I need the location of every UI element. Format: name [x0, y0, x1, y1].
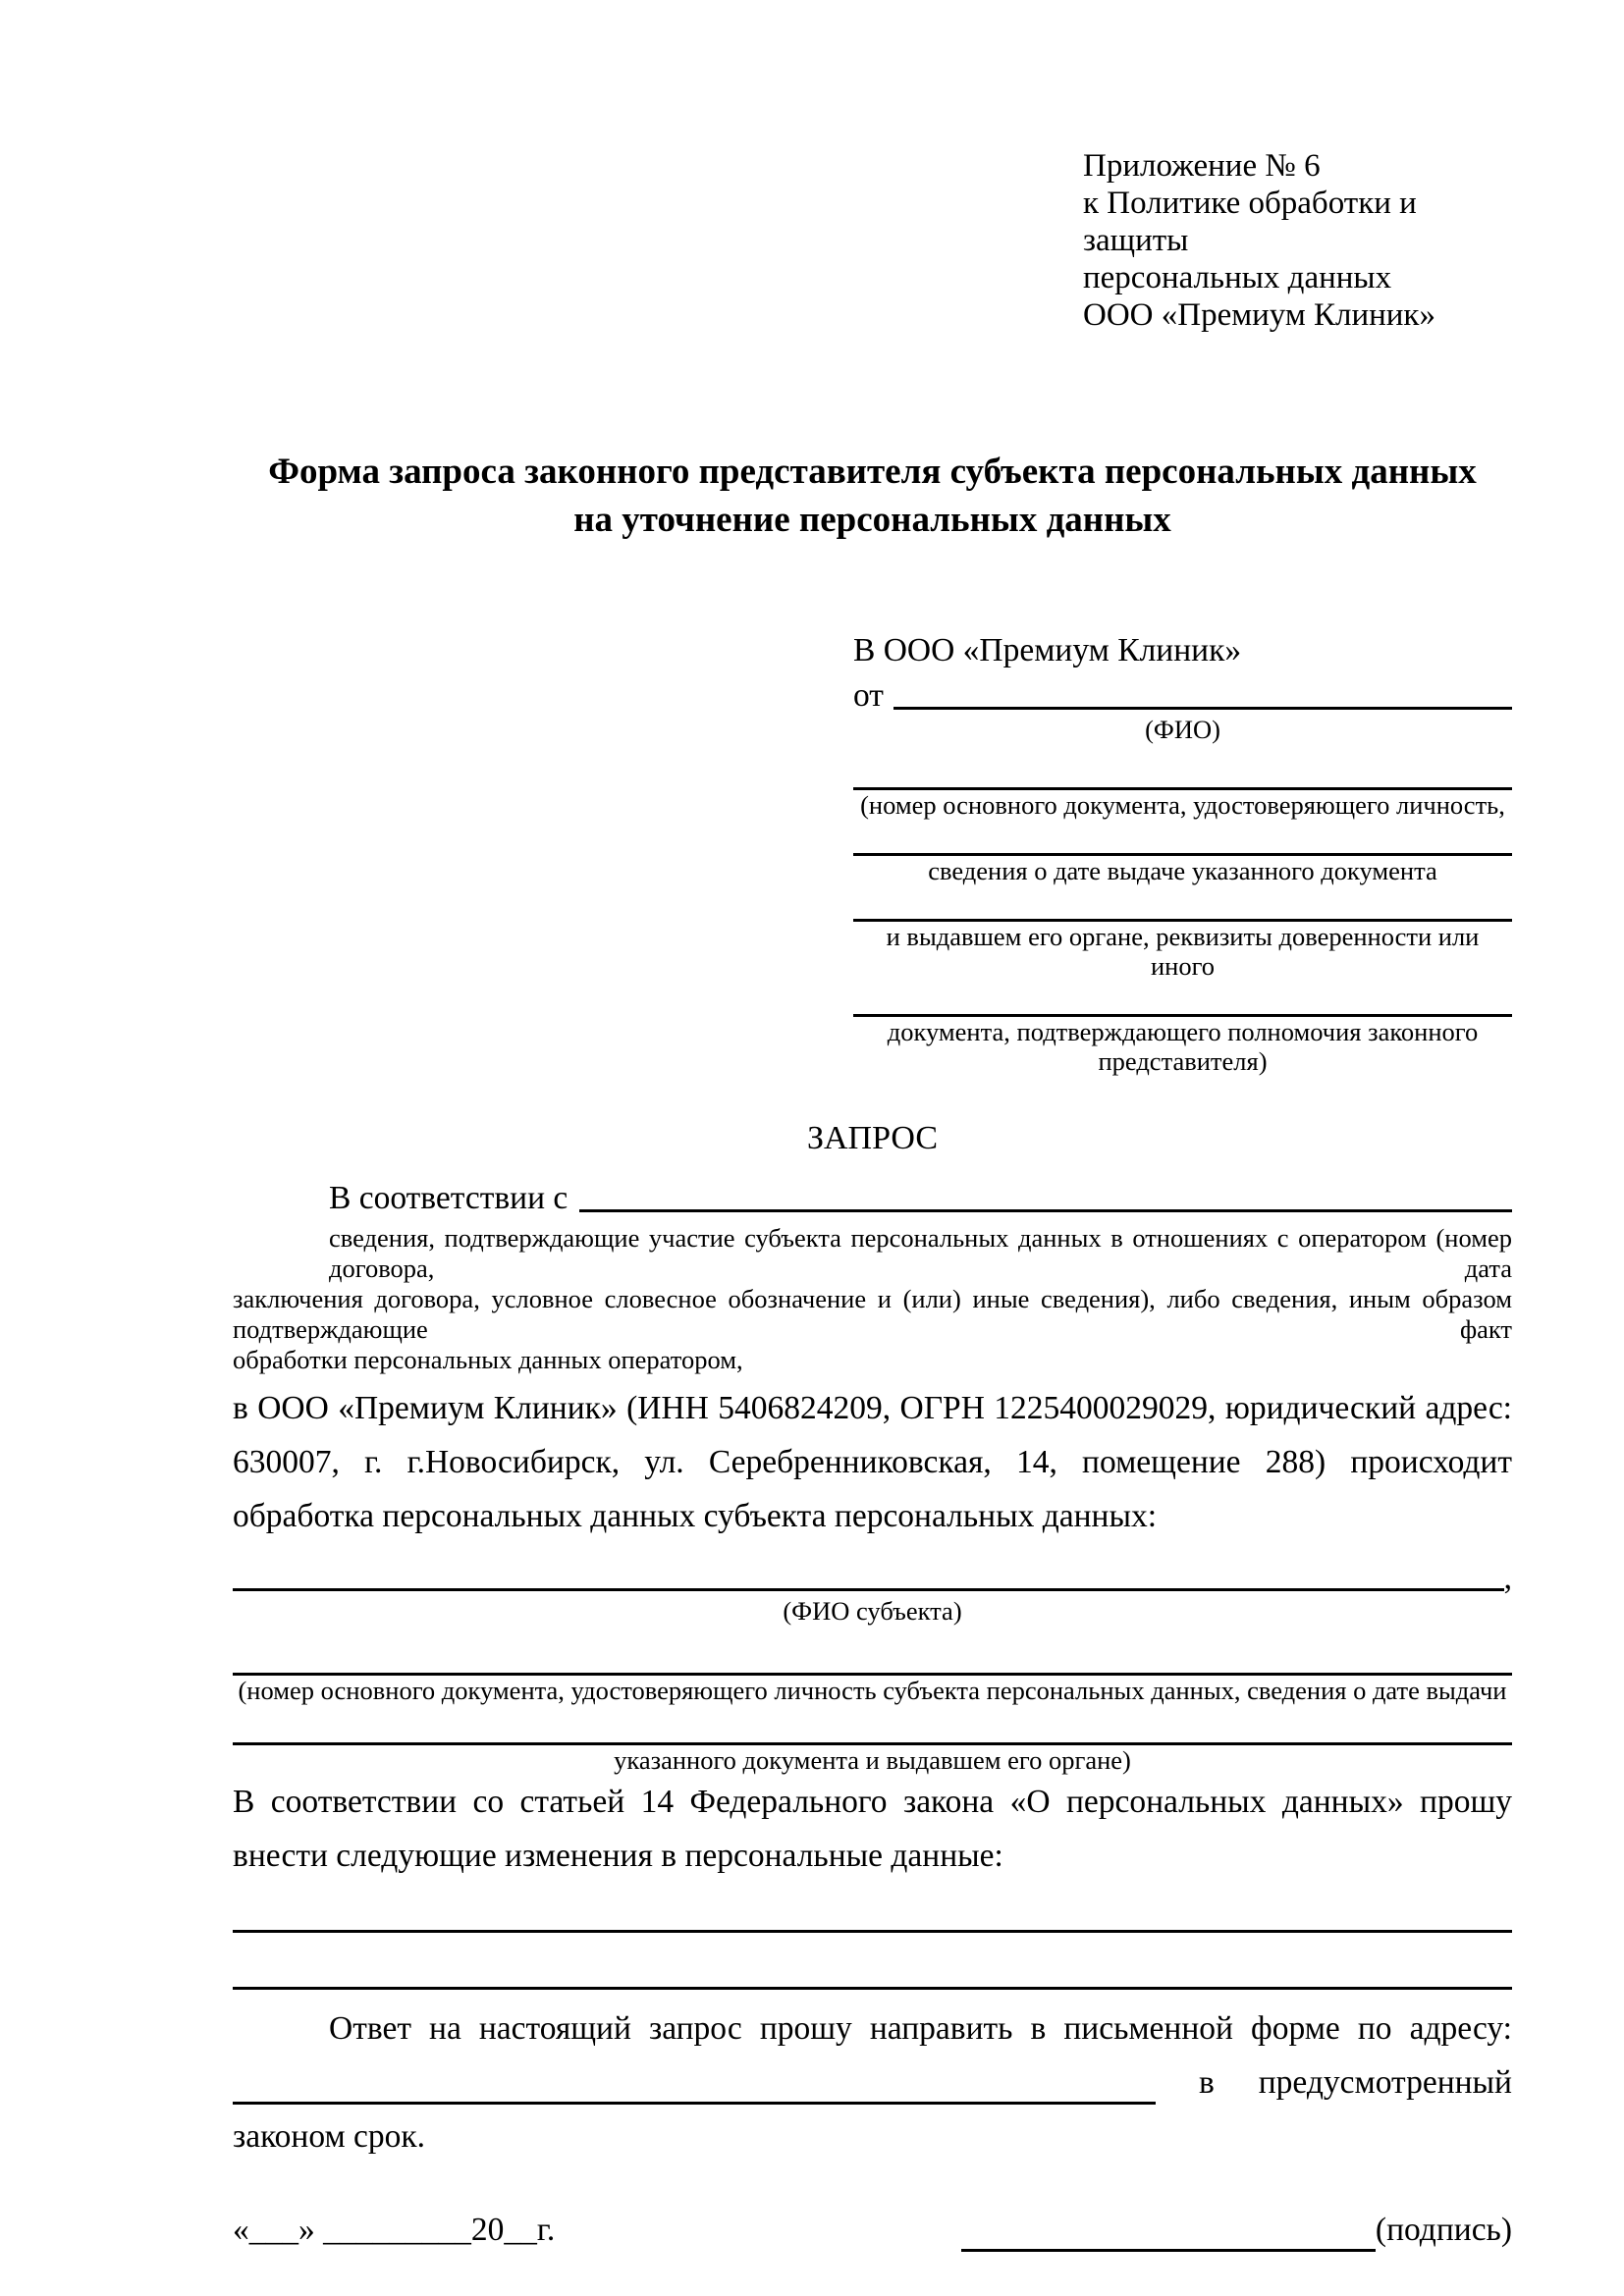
basis-caption-line: обработки персональных данных оператором,	[233, 1345, 743, 1374]
intro-prefix: В соответствии с	[329, 1180, 568, 1216]
appendix-header-line: к Политике обработки и защиты	[1083, 186, 1417, 258]
blank-line-issuing-authority	[853, 885, 1512, 922]
blank-line-subject-issuing-authority	[233, 1705, 1512, 1745]
subject-issuing-authority-caption: указанного документа и выдавшем его органе)	[614, 1745, 1131, 1775]
document-title	[233, 448, 1512, 544]
blank-line-answer-address	[233, 2102, 1156, 2105]
blank-line-signature	[961, 2210, 1376, 2252]
answer-line1: Ответ на настоящий запрос прошу направить в письменной форме по адресу:	[329, 2010, 1512, 2047]
basis-caption-line: сведения, подтверждающие участие субъекта персональных данных в отношениях с оператором (номер договора, дата	[329, 1223, 1512, 1283]
appendix-header-line: ООО «Премиум Клиник»	[1083, 297, 1435, 333]
fio-caption: (ФИО)	[1145, 715, 1220, 744]
blank-line-basis	[579, 1209, 1512, 1212]
issuing-authority-caption: и выдавшем его органе, реквизиты доверенности или иного	[886, 922, 1480, 981]
appendix-header	[1083, 147, 1512, 334]
blank-line-authority-document	[853, 981, 1512, 1017]
subject-fio-caption: (ФИО субъекта)	[783, 1596, 962, 1626]
document-title-line2: на уточнение персональных данных	[573, 500, 1171, 540]
basis-caption	[233, 1223, 1512, 1375]
signature-caption: (подпись)	[1375, 2212, 1512, 2248]
addressee-block	[853, 630, 1512, 1076]
blank-line-subject-fio	[233, 1588, 1504, 1591]
subject-fio-row	[233, 1561, 1512, 1596]
law-paragraph-line: В соответствии со статьей 14 Федерального закона «О персональных данных» прошу	[233, 1784, 1512, 1820]
from-label: от	[853, 677, 884, 714]
law-paragraph	[233, 1775, 1512, 1883]
addressee-from-row	[853, 671, 1512, 715]
id-document-caption: (номер основного документа, удостоверяющего личность,	[860, 790, 1505, 820]
operator-paragraph	[233, 1381, 1512, 1543]
answer-address-row	[233, 2056, 1512, 2109]
blank-line-subject-id-document	[233, 1635, 1512, 1676]
blank-line-id-document	[853, 754, 1512, 790]
appendix-header-line: Приложение № 6	[1083, 148, 1321, 184]
answer-word-v: в	[1199, 2064, 1215, 2101]
operator-paragraph-line: в ООО «Премиум Клиник» (ИНН 5406824209, ОГРН 1225400029029, юридический адрес:	[233, 1390, 1512, 1426]
issue-date-caption: сведения о дате выдаче указанного документа	[928, 856, 1437, 885]
blank-line-representative-fio	[893, 707, 1512, 710]
answer-word-predusmotrenny: предусмотренный	[1258, 2064, 1512, 2101]
blank-line-changes-1	[233, 1883, 1512, 1933]
appendix-header-line: персональных данных	[1083, 260, 1392, 295]
blank-line-changes-2	[233, 1933, 1512, 1990]
basis-caption-line: заключения договора, условное словесное обозначение и (или) иные сведения), либо сведения, иным образом подтверждающие факт	[233, 1284, 1512, 1344]
date-signature-row	[233, 2209, 1512, 2252]
intro-row	[233, 1166, 1512, 1217]
operator-paragraph-line: 630007, г. г.Новосибирск, ул. Серебренниковская, 14, помещение 288) происходит	[233, 1444, 1512, 1480]
date-blank: «___» _________20__г.	[233, 2212, 556, 2248]
law-paragraph-line: внести следующие изменения в персональные данные:	[233, 1838, 1003, 1874]
signature-group	[961, 2209, 1512, 2252]
subject-id-document-caption: (номер основного документа, удостоверяющего личность субъекта персональных данных, сведения о дате выдачи	[238, 1676, 1507, 1705]
authority-document-caption: документа, подтверждающего полномочия законного представителя)	[887, 1017, 1479, 1076]
addressee-to: В ООО «Премиум Клиник»	[853, 632, 1242, 668]
document-title-line1: Форма запроса законного представителя субъекта персональных данных	[268, 452, 1477, 492]
answer-line3: законом срок.	[233, 2118, 426, 2155]
operator-paragraph-line: обработка персональных данных субъекта персональных данных:	[233, 1498, 1158, 1534]
trailing-comma: ,	[1503, 1560, 1512, 1596]
request-heading: ЗАПРОС	[806, 1120, 939, 1156]
blank-line-issue-date	[853, 820, 1512, 856]
